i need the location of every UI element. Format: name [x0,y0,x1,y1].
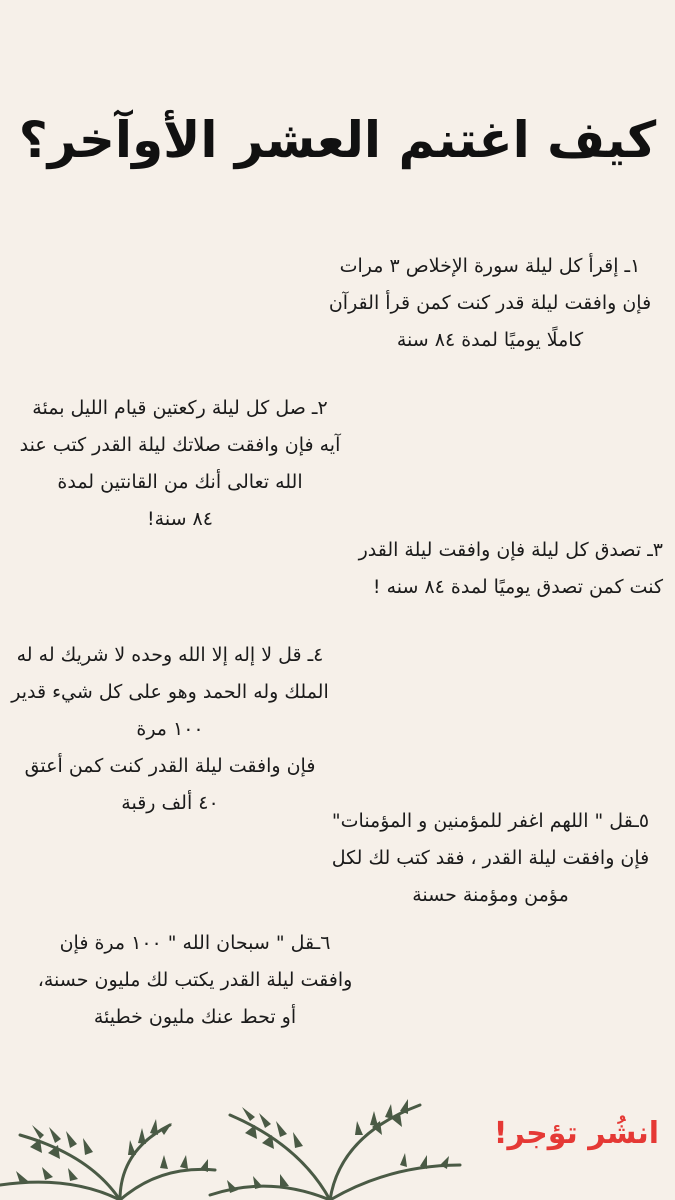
tip-1 [325,248,655,359]
tip-line: فإن وافقت ليلة القدر ، فقد كتب لك لكل [331,847,650,869]
tip-line: كاملًا يوميًا لمدة ٨٤ سنة [396,329,584,351]
page-title: كيف اغتنم العشر الأوآخر؟ [18,111,657,169]
tip-line: ٤ـ قل لا إله إلا الله وحده لا شريك له له [16,644,324,666]
tip-line: ١٠٠ مرة [136,718,204,740]
tip-5 [318,803,663,914]
tip-4 [5,637,335,822]
tip-line: مؤمن ومؤمنة حسنة [412,884,569,906]
tip-line: الله تعالى أنك من القانتين لمدة [57,471,303,493]
tip-line: آيه فإن وافقت صلاتك ليلة القدر كتب عند [19,434,341,456]
tip-line: أو تحط عنك مليون خطيئة [93,1006,297,1028]
tip-2 [15,390,345,538]
tip-line: ٨٤ سنة! [147,508,213,530]
tip-line: الملك وله الحمد وهو على كل شيء قدير [11,681,329,703]
tip-line: فإن وافقت ليلة قدر كنت كمن قرأ القرآن [328,292,652,314]
share-call-to-action: انشُر تؤجر! [493,1116,659,1151]
tip-line: كنت كمن تصدق يوميًا لمدة ٨٤ سنه ! [372,576,663,598]
tip-line: وافقت ليلة القدر يكتب لك مليون حسنة، [37,969,353,991]
tip-line: فإن وافقت ليلة القدر كنت كمن أعتق [24,755,316,777]
tip-line: ٤٠ ألف رقبة [121,792,219,814]
tip-line: ١ـ إقرأ كل ليلة سورة الإخلاص ٣ مرات [339,255,641,277]
tip-line: ٢ـ صل كل ليلة ركعتين قيام الليل بمئة [32,397,328,419]
tip-line: ٥ـقل " اللهم اغفر للمؤمنين و المؤمنات" [331,810,650,832]
tip-line: ٦ـقل " سبحان الله " ١٠٠ مرة فإن [59,932,331,954]
tip-line: ٣ـ تصدق كل ليلة فإن وافقت ليلة القدر [358,539,663,561]
tip-6 [35,925,355,1036]
tip-3 [328,532,663,606]
